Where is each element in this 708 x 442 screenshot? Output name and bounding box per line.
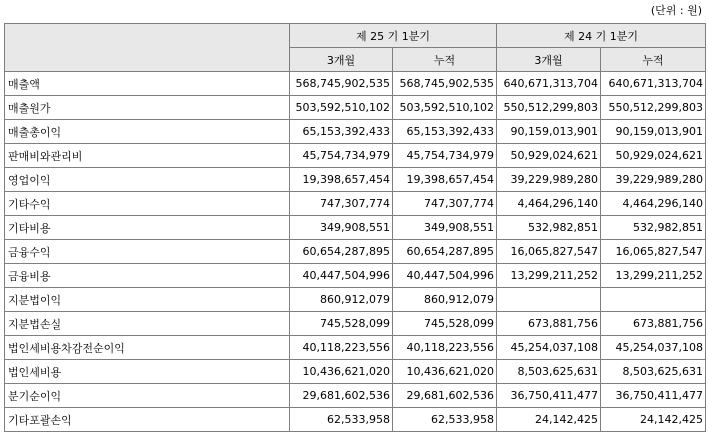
value-current-3m: 747,307,774 [290,192,393,216]
value-current-3m: 62,533,958 [290,408,393,432]
value-prior-3m: 24,142,425 [497,408,601,432]
header-corner [5,24,290,72]
value-current-cumulative: 29,681,602,536 [393,384,497,408]
value-prior-cumulative: 13,299,211,252 [601,264,706,288]
value-current-cumulative: 62,533,958 [393,408,497,432]
value-prior-3m: 50,929,024,621 [497,144,601,168]
value-current-cumulative: 747,307,774 [393,192,497,216]
table-row [5,384,706,408]
value-prior-3m: 36,750,411,477 [497,384,601,408]
table-row [5,216,706,240]
value-current-3m: 503,592,510,102 [290,96,393,120]
row-label: 금융비용 [5,264,290,288]
header-current-3m: 3개월 [290,48,393,72]
value-current-cumulative: 65,153,392,433 [393,120,497,144]
value-current-3m: 45,754,734,979 [290,144,393,168]
table-row [5,240,706,264]
value-current-3m: 568,745,902,535 [290,72,393,96]
table-body [5,72,706,432]
table-row [5,312,706,336]
row-label: 기타포괄손익 [5,408,290,432]
header-current-cumulative: 누적 [393,48,497,72]
value-prior-3m: 673,881,756 [497,312,601,336]
table-row [5,120,706,144]
value-current-3m: 19,398,657,454 [290,168,393,192]
table-row [5,264,706,288]
row-label: 법인세비용차감전순이익 [5,336,290,360]
value-prior-cumulative [601,288,706,312]
value-current-cumulative: 60,654,287,895 [393,240,497,264]
row-label: 법인세비용 [5,360,290,384]
value-current-cumulative: 860,912,079 [393,288,497,312]
row-label: 영업이익 [5,168,290,192]
row-label: 분기순이익 [5,384,290,408]
value-prior-3m: 45,254,037,108 [497,336,601,360]
income-statement-table [4,23,706,432]
value-prior-3m: 640,671,313,704 [497,72,601,96]
header-period-current: 제 25 기 1분기 [290,24,497,48]
table-row [5,72,706,96]
value-current-cumulative: 503,592,510,102 [393,96,497,120]
value-current-cumulative: 40,447,504,996 [393,264,497,288]
unit-note: (단위 : 원) [650,4,702,17]
value-current-cumulative: 349,908,551 [393,216,497,240]
value-prior-3m: 8,503,625,631 [497,360,601,384]
table-row [5,408,706,432]
row-label: 기타비용 [5,216,290,240]
value-current-3m: 10,436,621,020 [290,360,393,384]
header-row-periods [5,24,706,48]
value-prior-cumulative: 532,982,851 [601,216,706,240]
value-current-cumulative: 19,398,657,454 [393,168,497,192]
value-current-3m: 745,528,099 [290,312,393,336]
value-current-cumulative: 40,118,223,556 [393,336,497,360]
table-row [5,288,706,312]
value-current-3m: 860,912,079 [290,288,393,312]
value-prior-3m: 90,159,013,901 [497,120,601,144]
table-row [5,192,706,216]
header-prior-3m: 3개월 [497,48,601,72]
value-prior-cumulative: 39,229,989,280 [601,168,706,192]
row-label: 매출원가 [5,96,290,120]
table-row [5,168,706,192]
value-prior-cumulative: 673,881,756 [601,312,706,336]
row-label: 지분법손실 [5,312,290,336]
table-row [5,360,706,384]
row-label: 지분법이익 [5,288,290,312]
value-prior-cumulative: 36,750,411,477 [601,384,706,408]
value-current-cumulative: 568,745,902,535 [393,72,497,96]
value-prior-cumulative: 4,464,296,140 [601,192,706,216]
row-label: 금융수익 [5,240,290,264]
row-label: 매출총이익 [5,120,290,144]
row-label: 판매비와관리비 [5,144,290,168]
value-prior-3m: 16,065,827,547 [497,240,601,264]
value-current-3m: 40,118,223,556 [290,336,393,360]
value-prior-cumulative: 24,142,425 [601,408,706,432]
value-prior-3m: 550,512,299,803 [497,96,601,120]
value-prior-3m: 532,982,851 [497,216,601,240]
value-prior-3m [497,288,601,312]
value-current-cumulative: 45,754,734,979 [393,144,497,168]
value-prior-cumulative: 16,065,827,547 [601,240,706,264]
value-prior-cumulative: 90,159,013,901 [601,120,706,144]
table-row [5,96,706,120]
header-prior-cumulative: 누적 [601,48,706,72]
table-row [5,336,706,360]
value-current-3m: 40,447,504,996 [290,264,393,288]
value-prior-cumulative: 8,503,625,631 [601,360,706,384]
value-prior-cumulative: 640,671,313,704 [601,72,706,96]
table-row [5,144,706,168]
header-period-prior: 제 24 기 1분기 [497,24,706,48]
row-label: 매출액 [5,72,290,96]
value-prior-3m: 39,229,989,280 [497,168,601,192]
value-prior-cumulative: 50,929,024,621 [601,144,706,168]
value-current-3m: 29,681,602,536 [290,384,393,408]
value-prior-3m: 13,299,211,252 [497,264,601,288]
value-prior-3m: 4,464,296,140 [497,192,601,216]
value-current-3m: 60,654,287,895 [290,240,393,264]
row-label: 기타수익 [5,192,290,216]
value-prior-cumulative: 550,512,299,803 [601,96,706,120]
value-prior-cumulative: 45,254,037,108 [601,336,706,360]
value-current-3m: 349,908,551 [290,216,393,240]
value-current-cumulative: 745,528,099 [393,312,497,336]
value-current-cumulative: 10,436,621,020 [393,360,497,384]
value-current-3m: 65,153,392,433 [290,120,393,144]
